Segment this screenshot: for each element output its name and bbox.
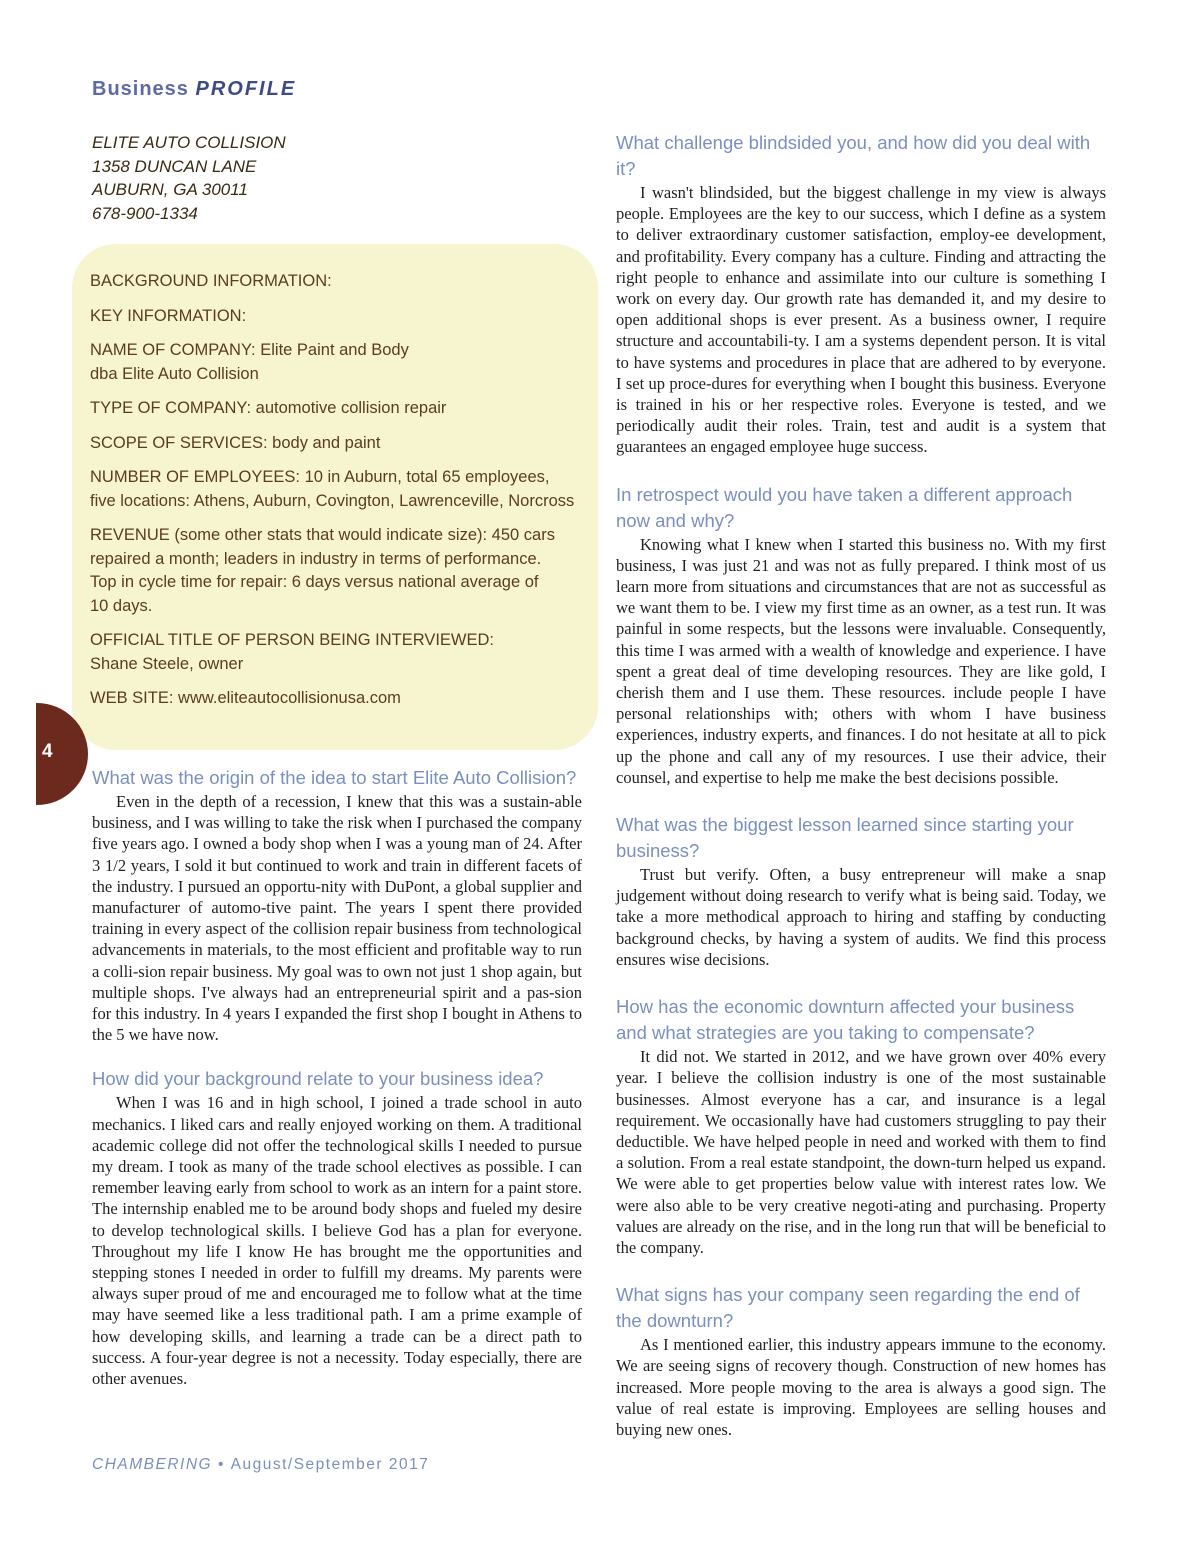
question-heading: What challenge blindsided you, and how did you deal with it? xyxy=(616,132,1091,179)
question-heading: What was the origin of the idea to start Elite Auto Collision? xyxy=(92,767,577,788)
interviewee-entry xyxy=(90,629,586,676)
qa-origin xyxy=(92,765,582,1045)
qa-recovery xyxy=(616,1282,1106,1440)
question-heading: How has the economic downturn affected your business and what strategies are you taking to compensate? xyxy=(616,996,1075,1044)
website-entry xyxy=(90,687,586,711)
qa-background xyxy=(92,1066,582,1389)
employees-entry xyxy=(90,466,586,513)
question-heading: What was the biggest lesson learned since starting your business? xyxy=(616,814,1074,862)
revenue-entry xyxy=(90,524,586,618)
address-city: AUBURN, GA 30011 xyxy=(92,180,248,199)
left-column xyxy=(92,765,582,1389)
issue-date: August/September 2017 xyxy=(230,1456,430,1473)
qa-challenge xyxy=(616,130,1106,458)
employees-value: 10 in Auburn, total 65 employees, xyxy=(304,468,550,486)
address-street: 1358 DUNCAN LANE xyxy=(92,156,257,176)
publication-name: CHAMBERING xyxy=(92,1456,213,1473)
page-footer xyxy=(92,1456,429,1474)
address-company: ELITE AUTO COLLISION xyxy=(92,133,286,152)
background-info-box xyxy=(72,244,598,750)
company-address xyxy=(92,131,512,225)
qa-downturn xyxy=(616,994,1106,1258)
answer-paragraph: It did not. We started in 2012, and we have grown over 40% every year. I believe the collision industry is one of the most sustainable businesses. Almost everyone has a car, and insurance is a legal requirement. We occasionally have had customers struggling to pay their deductible. We have helped people in need and worked with them to find a solution. From a real estate standpoint, the down-turn helped us expand. We were able to get properties below value with interest rates low. We were also able to be very creative negoti-ating and purchasing. Property values are already on the rise, and in the long run that will be beneficial to the company. xyxy=(616,1047,1106,1257)
section-prefix: Business xyxy=(92,78,189,100)
right-column xyxy=(616,130,1106,1440)
employees-locations: five locations: Athens, Auburn, Covington, Lawrenceville, Norcross xyxy=(90,491,575,510)
services-scope-label: SCOPE OF SERVICES: xyxy=(90,433,268,452)
section-label xyxy=(92,78,296,101)
answer-paragraph: Even in the depth of a recession, I knew that this was a sustain-able business, and I was willing to take the risk when I purchased the company five years ago. I owned a body shop when I was a young man of 24. After 3 1/2 years, I sold it but continued to work and train in different facets of the industry. I pursued an opportu-nity with DuPont, a global supplier and manufacturer of automo-tive paint. The years I spent there provided training in every aspect of the collision repair business from technological advancements in materials, to the most efficient and profitable way to run a colli-sion repair business. My goal was to own not just 1 shop again, but multiple shops. I've always had an entrepreneurial spirit and a pas-sion for this industry. In 4 years I expanded the first shop I bought in Athens to the 5 we have now. xyxy=(92,792,582,1045)
company-name-label: NAME OF COMPANY: xyxy=(90,341,256,359)
revenue-line-3: Top in cycle time for repair: 6 days versus national average of xyxy=(90,573,539,591)
employees-label: NUMBER OF EMPLOYEES: xyxy=(90,468,300,486)
footer-separator: • xyxy=(217,1456,225,1473)
interviewee-value: Shane Steele, owner xyxy=(90,654,244,673)
interviewee-label: OFFICIAL TITLE OF PERSON BEING INTERVIEWED: xyxy=(90,631,495,649)
answer-paragraph: When I was 16 and in high school, I joined a trade school in auto mechanics. I liked cars and really enjoyed working on them. A traditional academic college did not offer the technological skills I needed to pursue my dream. I took as many of the trade school electives as possible. I can remember leaving early from school to work as an intern for a paint store. The internship enabled me to be around body shops and fueled my desire to develop technological skills. I believe God has a plan for everyone. Throughout my life I know He has brought me the opportunities and stepping stones I needed in order to fulfill my dreams. My parents were always super proud of me and encouraged me to follow what at the time may have seemed like a less traditional path. I am a prime example of how developing skills, and learning a trade can be a direct path to success. A four-year degree is not a necessity. Today especially, there are other avenues. xyxy=(92,1093,582,1389)
answer-paragraph: Knowing what I knew when I started this business no. With my first business, I was just 21 and was not as fully prepared. I think most of us learn more from situations and circumstances that are not as successful as we want them to be. I view my first time as an owner, as a test run. It was painful in some respects, but the lessons were invaluable. Consequently, this time I was armed with a wealth of knowledge and experience. I have spent a great deal of time developing resources. They are like gold, I cherish them and I use them. These resources. include people I have personal relationships with; others with whom I have business experiences, industry experts, and finances. I do not hesitate at all to pick up the phone and call any of my resources. I use their advice, their counsel, and expertise to help me make the best decisions possible. xyxy=(616,534,1106,787)
answer-paragraph: I wasn't blindsided, but the biggest challenge in my view is always people. Employees are the key to our success, which I define as a system to deliver extraordinary customer satisfaction, employ-ee development, and profitability. Every company has a culture. Finding and attracting the right people to enhance and assimilate into our culture is something I work on every day. Our growth rate has demanded it, and my desire to open additional shops is ever present. As a business owner, I require structure and accountabili-ty. I am a systems dependent person. It is vital to have systems and procedures in place that are adhered to by everyone. I set up proce-dures for everything when I bought this business. Everyone is trained in his or her respective roles. Everyone is tested, and we periodically audit their roles. Train, test and audit is a system that guarantees an engaged employee huge success. xyxy=(616,183,1106,457)
page-number: 4 xyxy=(42,741,53,762)
revenue-line-2: repaired a month; leaders in industry in terms of performance. xyxy=(90,549,542,568)
revenue-label: REVENUE xyxy=(90,526,170,544)
company-name-value: Elite Paint and Body xyxy=(260,341,409,359)
company-type-value: automotive collision repair xyxy=(255,399,447,417)
company-name-entry xyxy=(90,339,586,386)
revenue-line-1: (some other stats that would indicate size): 450 cars xyxy=(174,526,555,544)
company-type-entry xyxy=(90,397,586,421)
question-heading: What signs has your company seen regarding the end of the downturn? xyxy=(616,1284,1080,1332)
services-scope-entry xyxy=(90,432,586,456)
question-heading: In retrospect would you have taken a different approach now and why? xyxy=(616,483,1073,531)
revenue-line-4: 10 days. xyxy=(90,596,153,615)
key-info-heading: KEY INFORMATION: xyxy=(90,306,247,325)
background-heading: BACKGROUND INFORMATION: xyxy=(90,272,332,290)
company-dba: dba Elite Auto Collision xyxy=(90,364,259,383)
question-heading: How did your background relate to your business idea? xyxy=(92,1068,544,1090)
address-phone: 678-900-1334 xyxy=(92,203,198,223)
company-type-label: TYPE OF COMPANY: xyxy=(90,399,252,417)
answer-paragraph: As I mentioned earlier, this industry appears immune to the economy. We are seeing signs of recovery though. Construction of new homes has increased. More people moving to the area is always a good sign. The value of real estate is improving. Employees are selling houses and buying new ones. xyxy=(616,1335,1106,1439)
section-title: PROFILE xyxy=(195,78,297,100)
qa-lesson xyxy=(616,812,1106,970)
website-link[interactable]: www.eliteautocollisionusa.com xyxy=(178,689,401,707)
website-label: WEB SITE: xyxy=(90,689,174,707)
qa-retrospect xyxy=(616,482,1106,788)
services-scope-value: body and paint xyxy=(272,433,381,452)
answer-paragraph: Trust but verify. Often, a busy entrepreneur will make a snap judgement without doing research to verify what is being said. Today, we take a more methodical approach to hiring and staffing by conducting background checks, by having a system of audits. We find this process ensures wise decisions. xyxy=(616,865,1106,969)
